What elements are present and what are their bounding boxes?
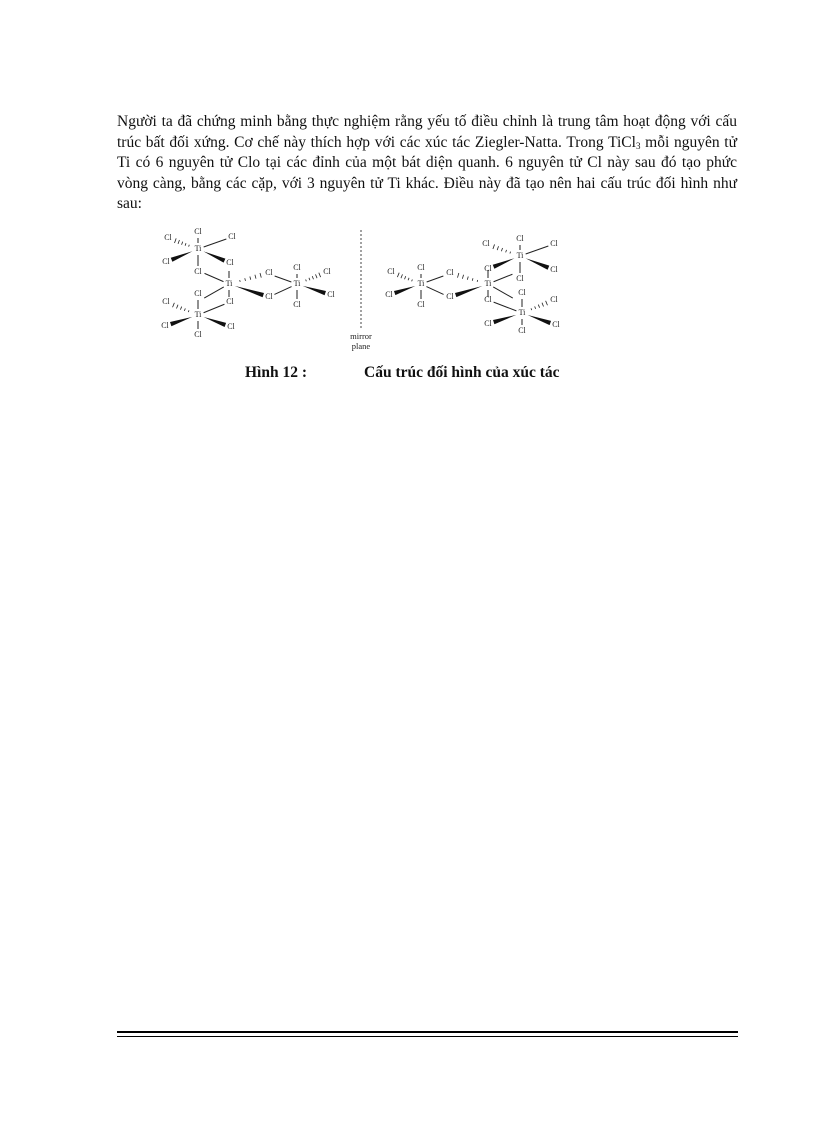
bond-hashed: [412, 280, 413, 282]
bond-hashed: [180, 307, 181, 310]
bond-hashed: [189, 245, 190, 247]
bond-hashed: [173, 303, 175, 307]
bond-wedge: [493, 315, 516, 324]
bond-hashed: [477, 280, 478, 282]
paragraph-text-1: Người ta đã chứng minh bằng thực nghiệm rằng yếu tố điều chỉnh là trung tâm hoạt động với cấu trúc bất đối xứng. Cơ chế này thích hợp với các xúc tác Ziegler-Natta. Trong TiCl: [117, 113, 737, 151]
atom-cl-r1-3: Cl: [484, 263, 492, 273]
bond-hashed: [309, 278, 310, 280]
bond-hashed: [510, 252, 511, 254]
bond-hashed: [397, 273, 399, 277]
footer-rule-thin: [117, 1036, 738, 1037]
bond-hashed: [535, 306, 536, 308]
figure-caption-label: Hình 12 :: [245, 364, 308, 381]
atom-ti-l4: Ti: [293, 278, 301, 288]
bond-wedge: [171, 251, 193, 262]
bond-hashed: [188, 310, 189, 312]
atom-ti-r4: Ti: [417, 278, 425, 288]
bond-hashed: [472, 278, 473, 281]
atom-cl-r4-0: Cl: [417, 262, 425, 272]
atom-cl-r2-4: Cl: [446, 267, 454, 277]
bond-plain: [275, 276, 292, 282]
atom-cl-l3-2: Cl: [226, 296, 234, 306]
bond-wedge: [303, 286, 326, 295]
bond-plain: [204, 239, 227, 247]
atom-cl-r1-2: Cl: [550, 238, 558, 248]
bond-hashed: [501, 248, 502, 251]
atom-cl-l3-1: Cl: [162, 296, 170, 306]
bond-hashed: [306, 280, 307, 282]
bond-hashed: [506, 250, 507, 253]
bond-hashed: [260, 273, 261, 278]
atom-cl-l4-1: Cl: [323, 266, 331, 276]
footer-rule-thick: [117, 1031, 738, 1033]
bond-hashed: [497, 246, 498, 250]
mirror-label-line1: mirror: [350, 330, 372, 341]
atom-cl-r4-3: Cl: [417, 299, 425, 309]
atom-cl-r3-3: Cl: [484, 318, 492, 328]
subscript-3: 3: [635, 140, 641, 151]
paragraph-text-2: mỗi nguyên tử Ti có 6 nguyên tử Clo tại các đỉnh của một bát diện quanh. 6 nguyên tử Cl này sau đó tạo phức vòng càng, bằng các cặp, với 3 nguyên tử Ti khác. Điều này đã tạo nên hai cấu trúc đối hình như sau:: [117, 133, 737, 212]
bond-hashed: [316, 274, 318, 278]
bond-wedge: [203, 251, 225, 262]
bond-wedge: [528, 315, 551, 325]
bond-hashed: [250, 277, 251, 280]
bond-hashed: [401, 274, 403, 278]
bond-hashed: [240, 280, 241, 282]
atom-cl-l3-0: Cl: [194, 288, 202, 298]
atom-ti-r2: Ti: [484, 278, 492, 288]
molecule-diagram: [150, 224, 590, 358]
bond-hashed: [175, 238, 177, 243]
figure-caption-text: Cấu trúc đối hình của xúc tác: [364, 364, 560, 381]
bond-hashed: [245, 278, 246, 281]
atom-cl-l4-3: Cl: [293, 299, 301, 309]
bond-plain: [427, 276, 444, 282]
atom-cl-r3-4: Cl: [552, 319, 560, 329]
bond-wedge: [235, 286, 264, 297]
atom-cl-l1-0: Cl: [194, 226, 202, 236]
bond-hashed: [182, 242, 183, 245]
atom-cl-l1-3: Cl: [162, 256, 170, 266]
bond-plain: [204, 304, 225, 312]
atom-cl-l2-5: Cl: [265, 291, 273, 301]
body-paragraph: [117, 112, 737, 215]
atom-cl-r3-5: Cl: [518, 325, 526, 335]
bond-hashed: [467, 277, 468, 280]
atom-ti-r1: Ti: [516, 250, 524, 260]
atom-cl-r3-0: Cl: [518, 287, 526, 297]
atom-cl-r3-2: Cl: [550, 294, 558, 304]
bond-plain: [204, 287, 224, 298]
bond-hashed: [255, 275, 256, 279]
atom-cl-l1-4: Cl: [226, 257, 234, 267]
atom-ti-r3: Ti: [518, 307, 526, 317]
bond-hashed: [462, 275, 463, 279]
figure-ticl3-enantiomers: [150, 224, 590, 358]
bond-hashed: [178, 240, 179, 244]
atom-cl-l4-0: Cl: [293, 262, 301, 272]
bond-plain: [494, 302, 517, 311]
bond-plain: [493, 287, 513, 298]
bond-hashed: [312, 276, 313, 279]
atom-cl-r1-0: Cl: [516, 233, 524, 243]
atom-cl-r4-1: Cl: [387, 266, 395, 276]
atom-cl-l3-4: Cl: [227, 321, 235, 331]
atom-cl-r1-4: Cl: [550, 264, 558, 274]
bond-wedge: [526, 258, 550, 269]
bond-hashed: [457, 273, 458, 278]
bond-hashed: [493, 244, 495, 249]
bond-hashed: [319, 273, 321, 277]
mirror-label-line2: plane: [351, 340, 371, 351]
bond-wedge: [455, 286, 482, 297]
bond-hashed: [184, 308, 185, 310]
bond-plain: [494, 274, 513, 282]
atom-cl-r1-5: Cl: [516, 273, 524, 283]
bond-hashed: [538, 305, 539, 308]
atom-ti-l1: Ti: [194, 243, 202, 253]
atom-cl-r1-1: Cl: [482, 238, 490, 248]
bond-hashed: [531, 308, 532, 310]
bond-hashed: [185, 243, 186, 245]
atom-cl-l1-5: Cl: [194, 266, 202, 276]
bond-hashed: [176, 305, 178, 309]
atom-cl-l4-2: Cl: [327, 289, 335, 299]
atom-cl-r2-5: Cl: [446, 291, 454, 301]
bond-plain: [426, 287, 443, 295]
atom-cl-l1-2: Cl: [228, 231, 236, 241]
bond-hashed: [546, 301, 548, 305]
bond-wedge: [394, 286, 415, 295]
atom-cl-l3-3: Cl: [161, 320, 169, 330]
bond-hashed: [542, 303, 544, 307]
bond-wedge: [204, 317, 226, 327]
bond-wedge: [493, 258, 515, 269]
atom-ti-l3: Ti: [194, 309, 202, 319]
bond-plain: [274, 287, 291, 295]
bond-hashed: [408, 278, 409, 280]
atom-cl-l1-1: Cl: [164, 232, 172, 242]
atom-cl-l2-4: Cl: [265, 267, 273, 277]
bond-plain: [205, 273, 224, 281]
atom-cl-r4-2: Cl: [385, 289, 393, 299]
bond-plain: [526, 246, 549, 254]
atom-cl-r3-1: Cl: [484, 294, 492, 304]
bond-wedge: [170, 317, 192, 326]
atom-ti-l2: Ti: [225, 278, 233, 288]
atom-cl-l3-5: Cl: [194, 329, 202, 339]
bond-hashed: [405, 276, 406, 279]
